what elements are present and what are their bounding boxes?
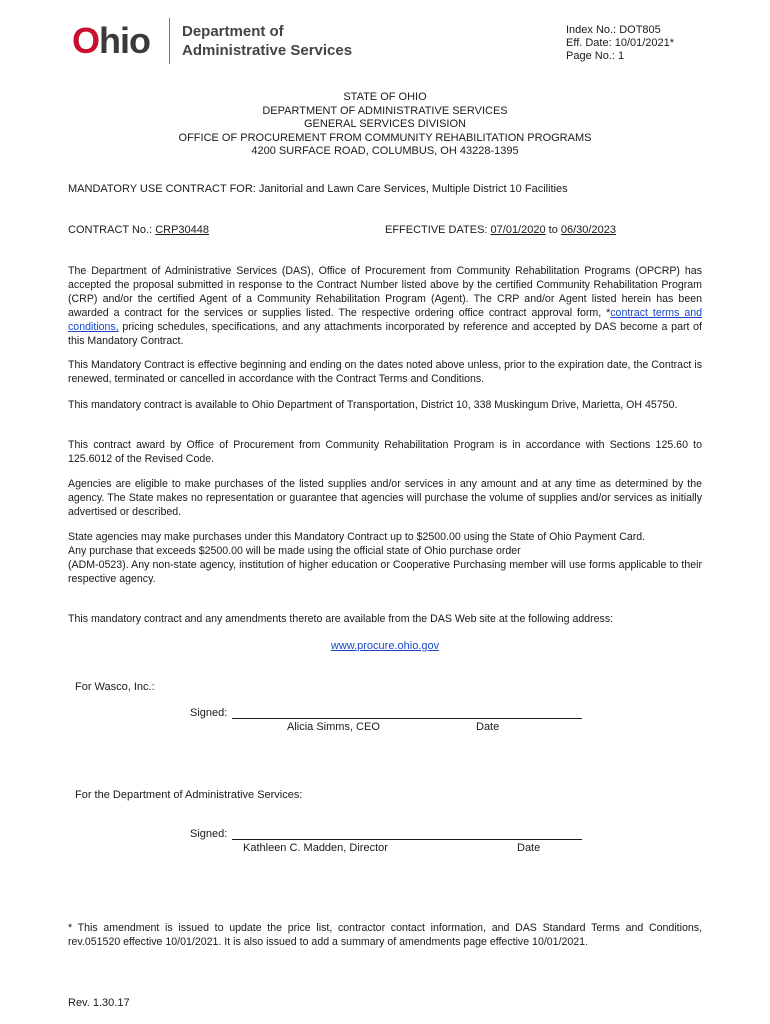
effective-date-to: to <box>545 224 561 236</box>
vendor-signer-name: Alicia Simms, CEO <box>287 721 380 733</box>
das-date-label: Date <box>517 842 541 854</box>
paragraph-award <box>68 264 702 348</box>
website-link[interactable]: www.procure.ohio.gov <box>330 640 440 652</box>
website-line <box>0 640 770 654</box>
address-line: STATE OF OHIO <box>343 91 427 103</box>
logo-dept-line2: Administrative Services <box>182 42 353 59</box>
ohio-logo-text: hio <box>99 20 150 61</box>
contract-for-value: Janitorial and Lawn Care Services, Multiple District 10 Facilities <box>258 183 568 195</box>
das-signature-line[interactable] <box>232 839 582 840</box>
contract-number-value: CRP30448 <box>155 224 210 236</box>
logo-divider <box>169 18 170 64</box>
paragraph-award-text-b: pricing schedules, specifications, and any attachments incorporated by reference and accepted by DAS become a part of this Mandatory Contract. <box>68 321 702 347</box>
effective-dates-line <box>385 224 616 237</box>
paragraph-payment-line-b: Any purchase that exceeds $2500.00 will be made using the official state of Ohio purchase order <box>68 545 521 557</box>
index-number: Index No.: DOT805 <box>566 24 661 36</box>
index-block <box>566 24 674 63</box>
ohio-logo-wordmark: Ohio <box>72 20 150 61</box>
address-line: GENERAL SERVICES DIVISION <box>304 118 466 130</box>
logo-dept-line1: Department of <box>182 23 284 40</box>
logo-department-name <box>182 22 352 60</box>
paragraph-payment-line-c: (ADM-0523). Any non-state agency, institution of higher education or Cooperative Purchasing member will use forms applicable to their respective agency. <box>68 559 702 585</box>
contract-number-line <box>68 224 209 237</box>
paragraph-award-text-a: The Department of Administrative Services (DAS), Office of Procurement from Community Rehabilitation Programs (OPCRP) has accepted the proposal submitted in response to the Contract Number listed above by the certified Community Rehabilitation Program (CRP) and/or the certified Agent of a Community Rehabilitation Program (Agent). The CRP and/or Agent listed herein has been awarded a contract for the services or supplies listed. The respective ordering office contract approval form, * <box>68 265 702 319</box>
effective-date-end: 06/30/2023 <box>560 224 616 236</box>
effective-date: Eff. Date: 10/01/2021* <box>566 37 675 49</box>
footnote: * This amendment is issued to update the price list, contractor contact information, and DAS Standard Terms and Conditions, rev.051520 effective 10/01/2021. It is also issued to add a summary of amendments page effective 10/01/2021. <box>68 922 702 948</box>
address-line: OFFICE OF PROCUREMENT FROM COMMUNITY REHABILITATION PROGRAMS <box>178 131 592 144</box>
page-number: Page No.: 1 <box>566 50 625 62</box>
contract-number-label: CONTRACT No.: <box>68 224 156 236</box>
address-line: 4200 SURFACE ROAD, COLUMBUS, OH 43228-1395 <box>251 145 519 157</box>
vendor-signed-label: Signed: <box>190 707 228 719</box>
vendor-date-label: Date <box>476 721 500 733</box>
contract-for-line <box>68 183 568 196</box>
contract-for-label: MANDATORY USE CONTRACT FOR: <box>68 183 259 195</box>
address-line: DEPARTMENT OF ADMINISTRATIVE SERVICES <box>262 104 508 117</box>
paragraph-eligibility: Agencies are eligible to make purchases of the listed supplies and/or services in any amount and at any time as determined by the agency. The State makes no representation or guarantee that agencies will purchase the volume of supplies and/or services as initially advertised or described. <box>68 478 702 518</box>
paragraph-revised-code: This contract award by Office of Procurement from Community Rehabilitation Program is in accordance with Sections 125.60 to 125.6012 of the Revised Code. <box>68 439 702 465</box>
vendor-signature-line[interactable] <box>232 718 582 719</box>
das-signed-label: Signed: <box>190 828 228 840</box>
paragraph-availability: This mandatory contract is available to Ohio Department of Transportation, District 10, 338 Muskingum Drive, Marietta, OH 45750. <box>68 399 678 411</box>
effective-date-start: 07/01/2020 <box>490 224 546 236</box>
paragraph-website: This mandatory contract and any amendments thereto are available from the DAS Web site at the following address: <box>68 613 614 625</box>
das-label: For the Department of Administrative Services: <box>75 789 303 801</box>
paragraph-payment <box>68 530 702 586</box>
vendor-label: For Wasco, Inc.: <box>75 681 155 693</box>
das-signer-name: Kathleen C. Madden, Director <box>243 842 388 854</box>
paragraph-effective: This Mandatory Contract is effective beginning and ending on the dates noted above unless, prior to the expiration date, the Contract is renewed, terminated or cancelled in accordance with the Contract Terms and Conditions. <box>68 359 702 385</box>
revision-number: Rev. 1.30.17 <box>68 997 130 1009</box>
contract-terms-link[interactable]: contract terms and conditions, <box>68 307 702 333</box>
effective-dates-label: EFFECTIVE DATES: <box>385 224 491 236</box>
address-block <box>0 91 770 159</box>
paragraph-payment-line-a: State agencies may make purchases under this Mandatory Contract up to $2500.00 using the State of Ohio Payment Card. <box>68 531 646 543</box>
